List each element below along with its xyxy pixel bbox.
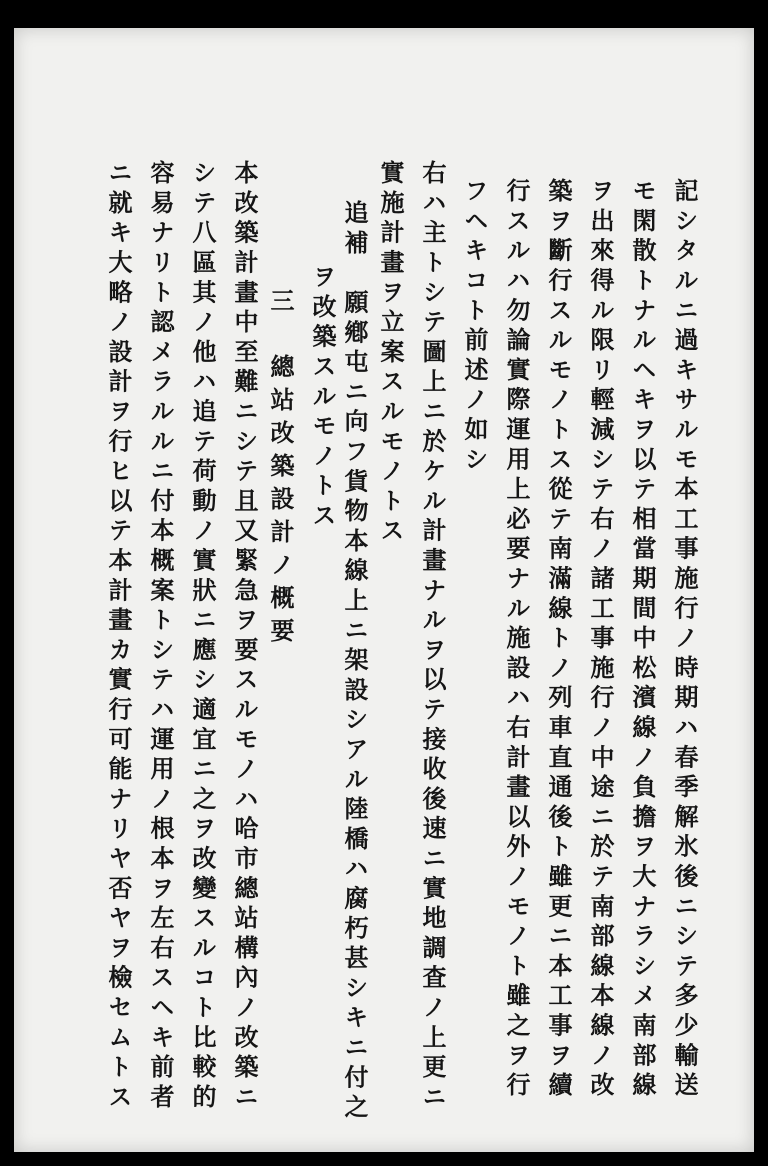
text-column-6: フヘキコト前述ノ如シ: [460, 178, 489, 476]
text-column-8: 實施計畫ヲ立案スルモノトス: [376, 160, 405, 548]
text-column-5: 行スルハ勿論實際運用上必要ナル施設ハ右計畫以外ノモノト雖之ヲ行: [502, 178, 531, 1102]
text-column-15: ニ就キ大略ノ設計ヲ行ヒ以テ本計畫カ實行可能ナリヤ否ヤヲ檢セムトス: [104, 160, 133, 1114]
document-page: [14, 28, 754, 1152]
text-column-3: ヲ出來得ル限リ輕減シテ右ノ諸工事施行ノ中途ニ於テ南部線本線ノ改: [586, 178, 615, 1102]
text-column-9: 追補 願鄕屯ニ向フ貨物本線上ニ架設シアル陸橋ハ腐朽甚シキニ付之: [340, 200, 369, 1124]
text-column-13: シテ八區其ノ他ハ追テ荷動ノ實狀ニ應シ適宜ニ之ヲ改變スルコト比較的: [188, 160, 217, 1114]
text-column-14: 容易ナリト認メラルルニ付本概案トシテハ運用ノ根本ヲ左右スヘキ前者: [146, 160, 175, 1114]
text-column-7: 右ハ主トシテ圖上ニ於ケル計畫ナルヲ以テ接收後速ニ實地調査ノ上更ニ: [418, 160, 447, 1114]
text-column-2: モ閑散トナルヘキヲ以テ相當期間中松濱線ノ負擔ヲ大ナラシメ南部線: [628, 178, 657, 1102]
text-column-10: ヲ改築スルモノトス: [308, 264, 337, 533]
text-column-4: 築ヲ斷行スルモノトス從テ南滿線トノ列車直通後ト雖更ニ本工事ヲ續: [544, 178, 573, 1102]
text-column-12: 本改築計畫中至難ニシテ且又緊急ヲ要スルモノハ哈市總站構內ノ改築ニ: [230, 160, 259, 1114]
text-column-1: 記シタルニ過キサルモ本工事施行ノ時期ハ春季解氷後ニシテ多少輸送: [670, 178, 699, 1102]
section-heading: 三 總站改築設計ノ概要: [266, 288, 295, 651]
